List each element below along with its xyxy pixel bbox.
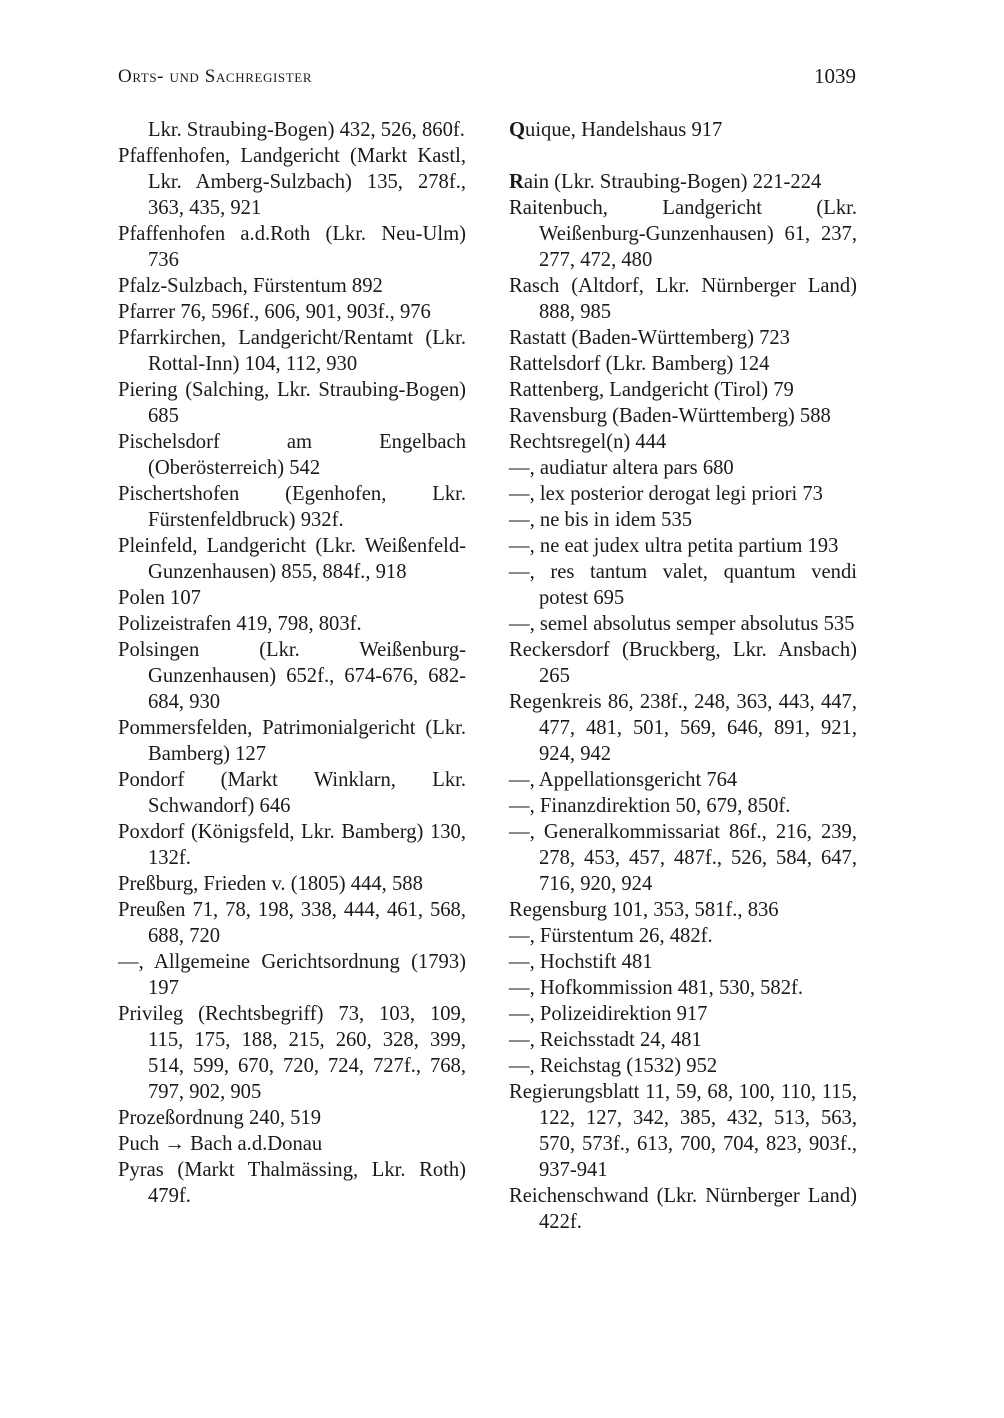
index-subentry: —, lex posterior derogat legi priori 73 (509, 483, 823, 505)
index-entry: Pischelsdorf am Engelbach (Oberösterreich) 542 (118, 431, 466, 479)
index-entry: Preßburg, Frieden v. (1805) 444, 588 (118, 873, 423, 895)
index-entry: Polizeistrafen 419, 798, 803f. (118, 613, 362, 635)
index-entry: Pfarrer 76, 596f., 606, 901, 903f., 976 (118, 301, 431, 323)
index-entry-text: uique, Handelshaus 917 (525, 119, 723, 141)
index-entry: Pommersfelden, Patrimonialgericht (Lkr. Bamberg) 127 (118, 717, 466, 765)
section-letter-r: R (509, 171, 524, 193)
index-entry: Rastatt (Baden-Württemberg) 723 (509, 327, 790, 349)
index-entry: Rattenberg, Landgericht (Tirol) 79 (509, 379, 794, 401)
index-subentry: —, Appellationsgericht 764 (509, 769, 738, 791)
index-entry: Rechtsregel(n) 444 (509, 431, 667, 453)
index-entry: Privileg (Rechtsbegriff) 73, 103, 109, 115, 175, 188, 215, 260, 328, 399, 514, 599, 670, 720, 724, 727f., 768, 797, 902, 905 (118, 1003, 466, 1103)
index-entry: Poxdorf (Königsfeld, Lkr. Bamberg) 130, 132f. (118, 821, 466, 869)
index-subentry: —, semel absolutus semper absolutus 535 (509, 613, 855, 635)
index-entry: Reichenschwand (Lkr. Nürnberger Land) 422f. (509, 1185, 857, 1233)
index-subentry: —, audiatur altera pars 680 (509, 457, 734, 479)
index-entry: Piering (Salching, Lkr. Straubing-Bogen) 685 (118, 379, 466, 427)
section-gap (509, 143, 857, 169)
index-entry (509, 117, 857, 143)
index-entry: Polsingen (Lkr. Weißenburg-Gunzenhausen) 652f., 674-676, 682-684, 930 (118, 639, 466, 713)
index-entry-cross-reference: Puch → Bach a.d.Donau (118, 1133, 323, 1155)
index-subentry: —, res tantum valet, quantum vendi potest 695 (509, 561, 857, 609)
index-subentry: —, Hochstift 481 (509, 951, 653, 973)
index-entry: Pondorf (Markt Winklarn, Lkr. Schwandorf) 646 (118, 769, 466, 817)
index-entry: Pfaffenhofen, Landgericht (Markt Kastl, Lkr. Amberg-Sulzbach) 135, 278f., 363, 435, 921 (118, 145, 466, 219)
index-entry: Polen 107 (118, 587, 201, 609)
index-entry (509, 169, 857, 195)
index-subentry: —, Reichstag (1532) 952 (509, 1055, 718, 1077)
index-entry: Pleinfeld, Landgericht (Lkr. Weißenfeld-Gunzenhausen) 855, 884f., 918 (118, 535, 466, 583)
index-entry: Rattelsdorf (Lkr. Bamberg) 124 (509, 353, 770, 375)
index-entry: Rasch (Altdorf, Lkr. Nürnberger Land) 888, 985 (509, 275, 857, 323)
index-subentry: —, ne eat judex ultra petita partium 193 (509, 535, 839, 557)
index-subentry: —, Fürstentum 26, 482f. (509, 925, 713, 947)
index-subentry: —, Allgemeine Gerichtsordnung (1793) 197 (118, 951, 466, 999)
section-letter-q: Q (509, 119, 526, 141)
index-subentry: —, Finanzdirektion 50, 679, 850f. (509, 795, 791, 817)
index-entry: Regierungsblatt 11, 59, 68, 100, 110, 115, 122, 127, 342, 385, 432, 513, 563, 570, 573f., 613, 700, 704, 823, 903f., 937-941 (509, 1081, 857, 1181)
index-subentry: —, Hofkommission 481, 530, 582f. (509, 977, 804, 999)
index-subentry: —, Polizeidirektion 917 (509, 1003, 708, 1025)
index-entry-continued: Lkr. Straubing-Bogen) 432, 526, 860f. (148, 119, 465, 141)
index-entry: Regenkreis 86, 238f., 248, 363, 443, 447, 477, 481, 501, 569, 646, 891, 921, 924, 942 (509, 691, 857, 765)
header-title: Orts- und Sachregister (118, 66, 313, 87)
index-entry: Pfalz-Sulzbach, Fürstentum 892 (118, 275, 383, 297)
index-entry: Ravensburg (Baden-Württemberg) 588 (509, 405, 831, 427)
index-entry: Regensburg 101, 353, 581f., 836 (509, 899, 779, 921)
index-entry-text: ain (Lkr. Straubing-Bogen) 221-224 (523, 171, 822, 193)
index-entry: Raitenbuch, Landgericht (Lkr. Weißenburg-Gunzenhausen) 61, 237, 277, 472, 480 (509, 197, 857, 271)
index-subentry: —, Reichsstadt 24, 481 (509, 1029, 702, 1051)
index-entry: Pischertshofen (Egenhofen, Lkr. Fürstenfeldbruck) 932f. (118, 483, 466, 531)
index-entry: Prozeßordnung 240, 519 (118, 1107, 322, 1129)
index-entry: Pfarrkirchen, Landgericht/Rentamt (Lkr. Rottal-Inn) 104, 112, 930 (118, 327, 466, 375)
index-entry: Pfaffenhofen a.d.Roth (Lkr. Neu-Ulm) 736 (118, 223, 466, 271)
index-column-right (509, 117, 857, 1235)
index-entry: Reckersdorf (Bruckberg, Lkr. Ansbach) 265 (509, 639, 857, 687)
index-column-left (118, 117, 466, 1209)
index-subentry: —, Generalkommissariat 86f., 216, 239, 278, 453, 457, 487f., 526, 584, 647, 716, 920, 924 (509, 821, 857, 895)
index-entry: Pyras (Markt Thalmässing, Lkr. Roth) 479f. (118, 1159, 466, 1207)
index-entry: Preußen 71, 78, 198, 338, 444, 461, 568, 688, 720 (118, 899, 466, 947)
index-subentry: —, ne bis in idem 535 (509, 509, 693, 531)
page-number: 1039 (814, 64, 856, 88)
